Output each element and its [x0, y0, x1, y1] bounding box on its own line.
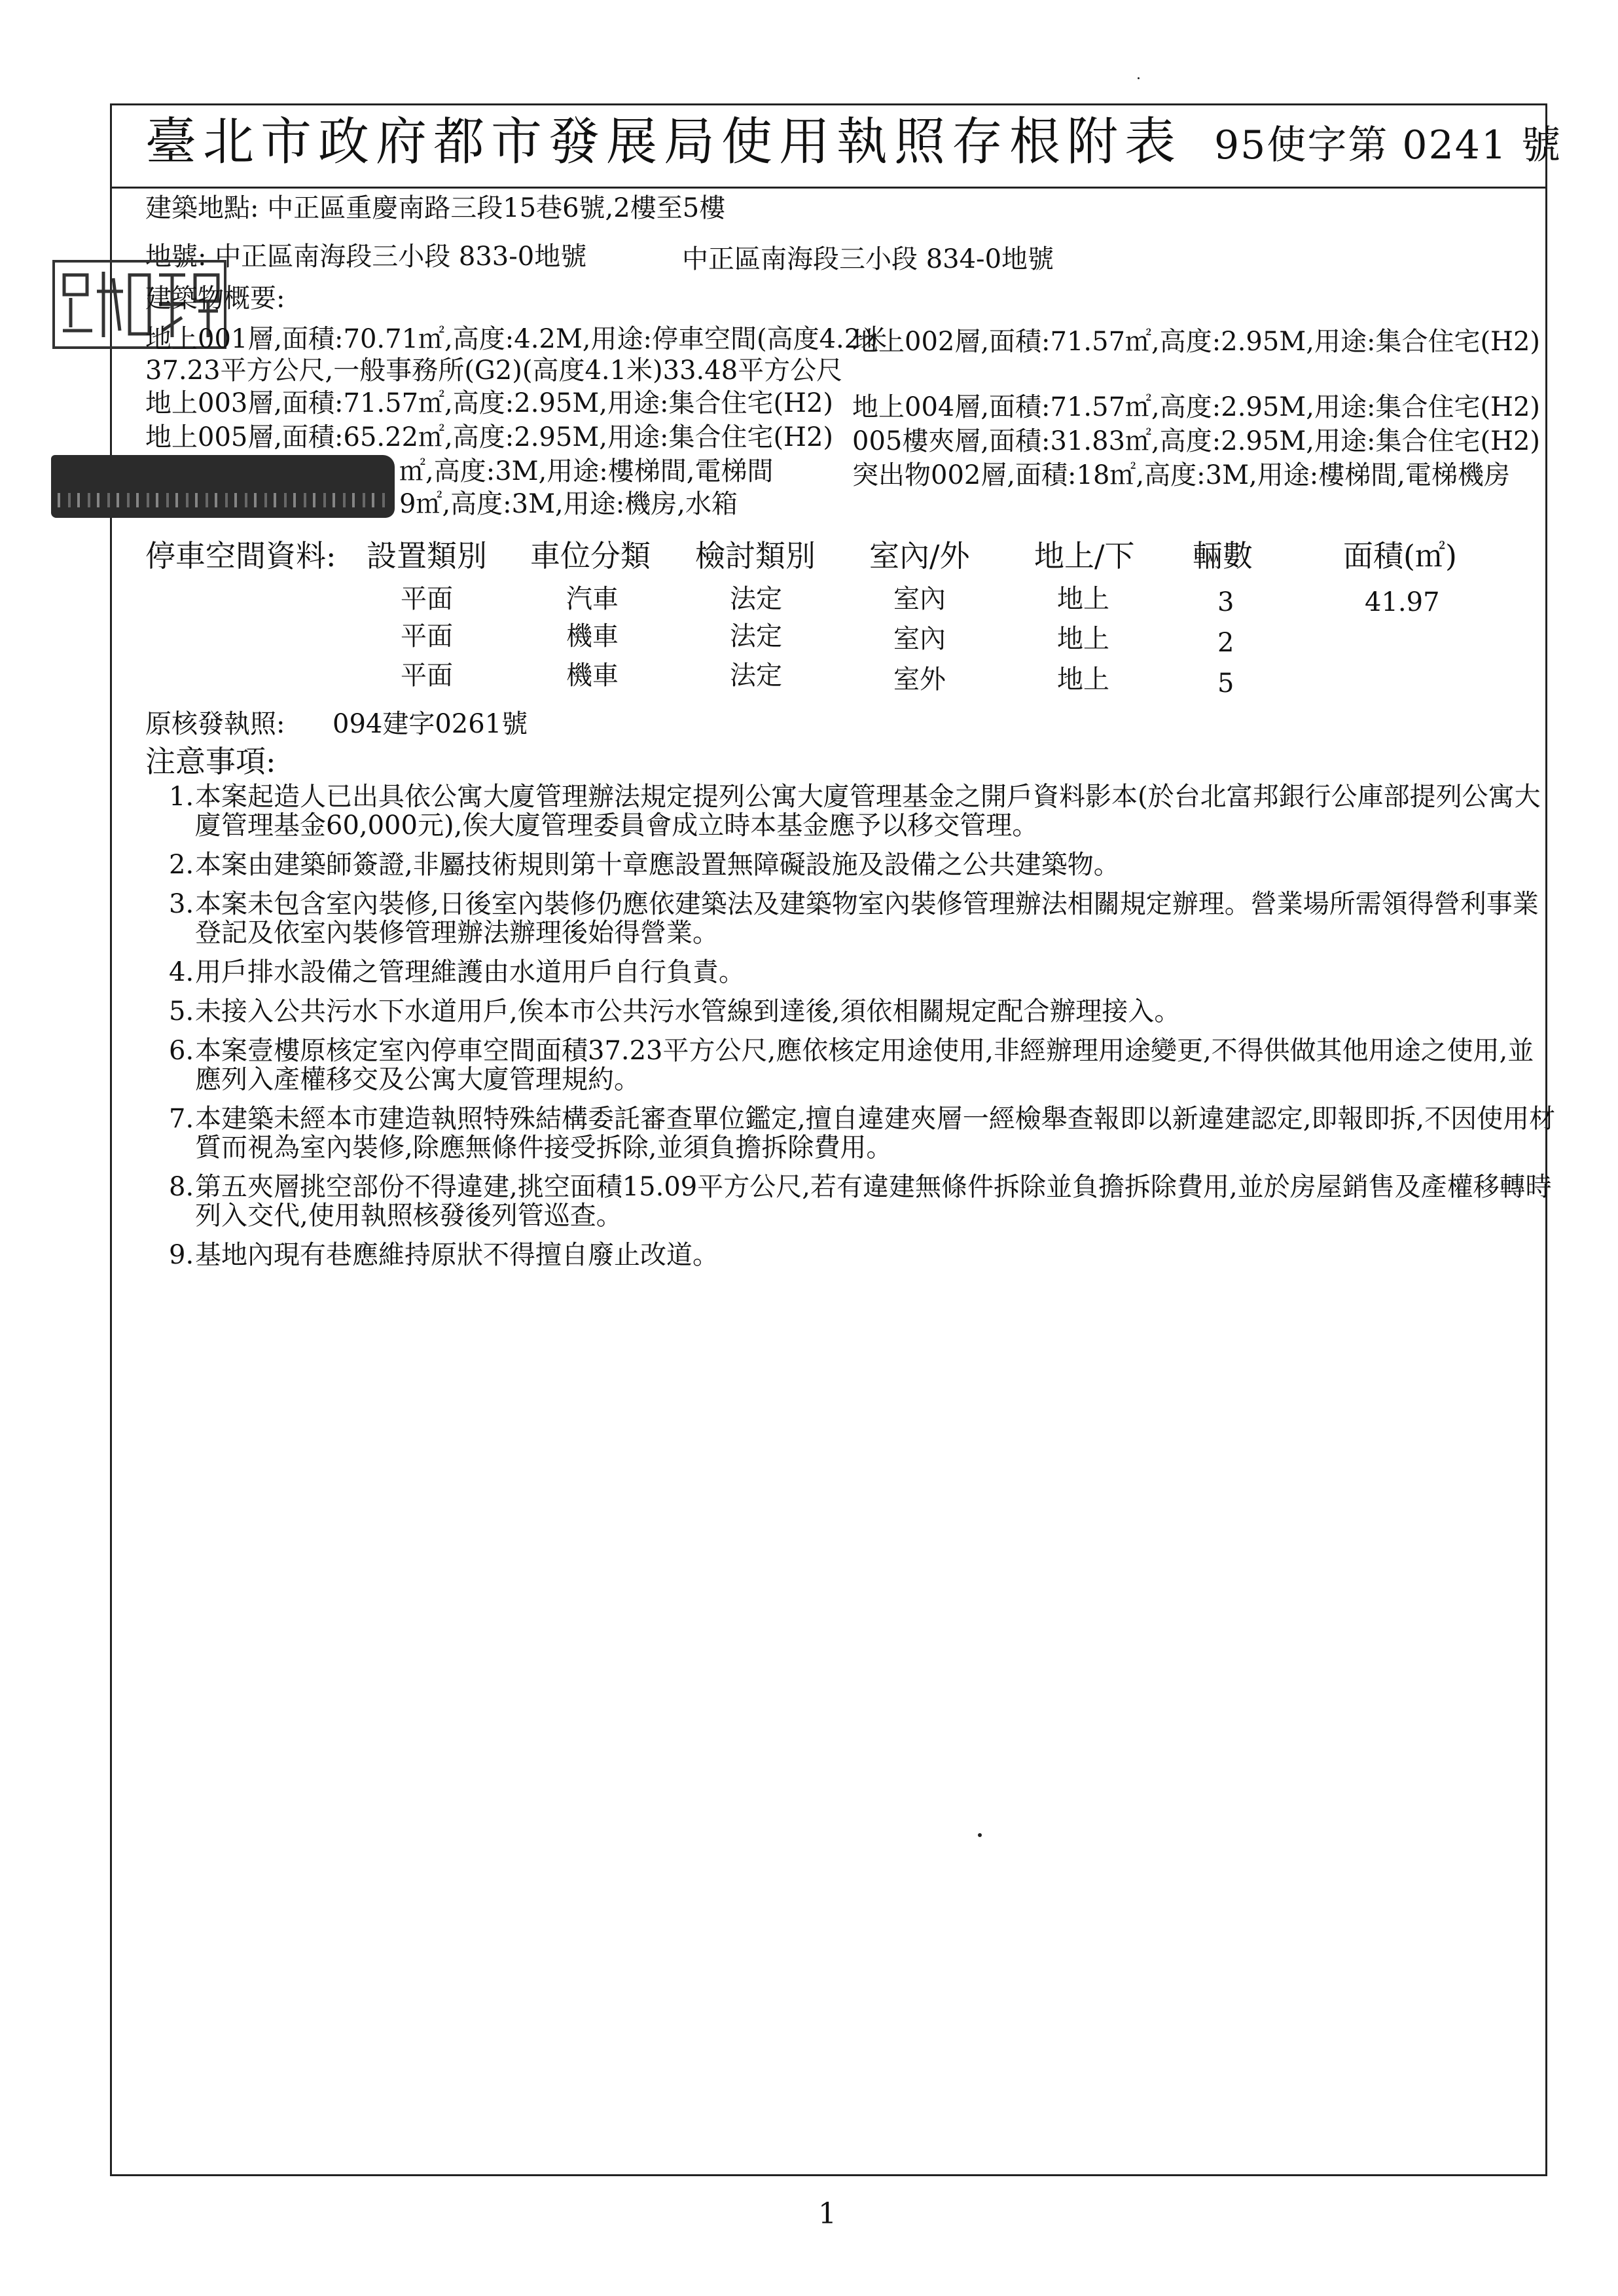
notes-list	[169, 782, 1556, 1280]
parking-header-cell: 室內/外	[869, 538, 970, 574]
note-number: 6.	[169, 1036, 194, 1066]
building-row-right: 地上002層,面積:71.57㎡,高度:2.95M,用途:集合住宅(H2)	[852, 327, 1540, 357]
parking-cell: 2	[1217, 628, 1234, 658]
original-permit-label: 原核發執照:	[145, 709, 285, 739]
parking-cell: 地上	[1057, 584, 1109, 614]
parking-cell: 汽車	[566, 584, 619, 614]
parking-header-cell: 地上/下	[1034, 538, 1135, 574]
lot-number-left: 地號: 中正區南海段三小段 833-0地號	[145, 242, 587, 272]
note-item	[169, 782, 1556, 840]
parking-cell: 機車	[566, 661, 619, 691]
parking-cell: 室內	[893, 624, 946, 654]
parking-cell: 法定	[730, 621, 782, 651]
building-summary-heading: 建築物概要:	[145, 283, 285, 314]
note-item	[169, 850, 1556, 879]
note-number: 1.	[169, 782, 194, 812]
parking-cell: 3	[1217, 587, 1234, 617]
parking-header-cell: 面積(㎡)	[1343, 538, 1457, 574]
parking-cell: 地上	[1057, 665, 1109, 695]
parking-label: 停車空間資料:	[145, 538, 336, 574]
parking-cell: 法定	[730, 661, 782, 691]
note-number: 9.	[169, 1240, 194, 1270]
note-text: 第五夾層挑空部份不得違建,挑空面積15.09平方公尺,若有違建無條件拆除並負擔拆除費用,並於房屋銷售及產權移轉時列入交代,使用執照核發後列管巡查。	[195, 1172, 1552, 1231]
note-item	[169, 1241, 1556, 1269]
parking-cell: 平面	[401, 661, 453, 691]
note-text: 基地內現有巷應維持原狀不得擅自廢止改道。	[195, 1240, 719, 1270]
building-row-left: 地上001層,面積:70.71㎡,高度:4.2M,用途:停車空間(高度4.2米	[145, 324, 888, 354]
note-item	[169, 890, 1556, 947]
note-text: 本案未包含室內裝修,日後室內裝修仍應依建築法及建築物室內裝修管理辦法相關規定辦理。營業場所需領得營利事業登記及依室內裝修管理辦法辦理後始得營業。	[195, 889, 1539, 948]
parking-cell: 平面	[401, 584, 453, 614]
parking-cell: 法定	[730, 584, 782, 614]
building-row-left: 地上003層,面積:71.57㎡,高度:2.95M,用途:集合住宅(H2)	[145, 388, 833, 418]
document-title: 臺北市政府都市發展局使用執照存根附表	[145, 113, 1183, 172]
redaction-mark	[51, 455, 395, 518]
title-divider	[110, 187, 1545, 189]
parking-header-cell: 設置類別	[367, 538, 487, 574]
page-number: 1	[818, 2197, 836, 2231]
note-number: 5.	[169, 996, 194, 1027]
permit-number: 95使字第 0241 號	[1214, 122, 1562, 168]
note-text: 本案起造人已出具依公寓大廈管理辦法規定提列公寓大廈管理基金之開戶資料影本(於台北富邦銀行公庫部提列公寓大廈管理基金60,000元),俟大廈管理委員會成立時本基金應予以移交管理。	[195, 782, 1541, 841]
note-text: 未接入公共污水下水道用戶,俟本市公共污水管線到達後,須依相關規定配合辦理接入。	[195, 996, 1181, 1027]
parking-cell: 平面	[401, 621, 453, 651]
note-item	[169, 997, 1556, 1026]
scan-speck	[978, 1833, 982, 1837]
note-number: 3.	[169, 889, 194, 919]
original-permit-number: 094建字0261號	[333, 709, 528, 739]
parking-header-cell: 車位分類	[530, 538, 651, 574]
parking-cell: 41.97	[1365, 587, 1440, 617]
note-number: 7.	[169, 1104, 194, 1134]
building-row-left: 37.23平方公尺,一般事務所(G2)(高度4.1米)33.48平方公尺	[145, 355, 843, 386]
parking-cell: 5	[1217, 668, 1234, 699]
note-number: 8.	[169, 1172, 194, 1202]
scan-speck	[1138, 77, 1140, 79]
building-row-right: 地上004層,面積:71.57㎡,高度:2.95M,用途:集合住宅(H2)	[852, 392, 1540, 422]
note-number: 4.	[169, 957, 194, 987]
note-item	[169, 1036, 1556, 1094]
note-text: 用戶排水設備之管理維護由水道用戶自行負責。	[195, 957, 745, 987]
note-item	[169, 1104, 1556, 1162]
parking-cell: 室外	[893, 665, 946, 695]
parking-cell: 地上	[1057, 624, 1109, 654]
note-text: 本建築未經本市建造執照特殊結構委託審查單位鑑定,擅自違建夾層一經檢舉查報即以新違建認定,即報即拆,不因使用材質而視為室內裝修,除應無條件接受拆除,並須負擔拆除費用。	[195, 1104, 1556, 1163]
note-number: 2.	[169, 850, 194, 880]
parking-header-cell: 輛數	[1193, 538, 1253, 574]
lot-number-right: 中正區南海段三小段 834-0地號	[682, 244, 1054, 274]
note-text: 本案壹樓原核定室內停車空間面積37.23平方公尺,應依核定用途使用,非經辦理用途變更,不得供做其他用途之使用,並應列入產權移交及公寓大廈管理規約。	[195, 1036, 1534, 1095]
building-row-left: 9㎡,高度:3M,用途:機房,水箱	[399, 489, 738, 519]
parking-cell: 機車	[566, 621, 619, 651]
building-row-left: ㎡,高度:3M,用途:樓梯間,電梯間	[399, 456, 774, 486]
notes-heading: 注意事項:	[145, 744, 276, 779]
site-address: 建築地點: 中正區重慶南路三段15巷6號,2樓至5樓	[145, 193, 726, 223]
building-row-right: 005樓夾層,面積:31.83㎡,高度:2.95M,用途:集合住宅(H2)	[852, 426, 1540, 456]
building-row-right: 突出物002層,面積:18㎡,高度:3M,用途:樓梯間,電梯機房	[852, 460, 1510, 490]
note-item	[169, 958, 1556, 987]
note-item	[169, 1173, 1556, 1230]
parking-cell: 室內	[893, 584, 946, 614]
parking-header-cell: 檢討類別	[695, 538, 816, 574]
building-row-left: 地上005層,面積:65.22㎡,高度:2.95M,用途:集合住宅(H2)	[145, 422, 833, 452]
note-text: 本案由建築師簽證,非屬技術規則第十章應設置無障礙設施及設備之公共建築物。	[195, 850, 1120, 880]
